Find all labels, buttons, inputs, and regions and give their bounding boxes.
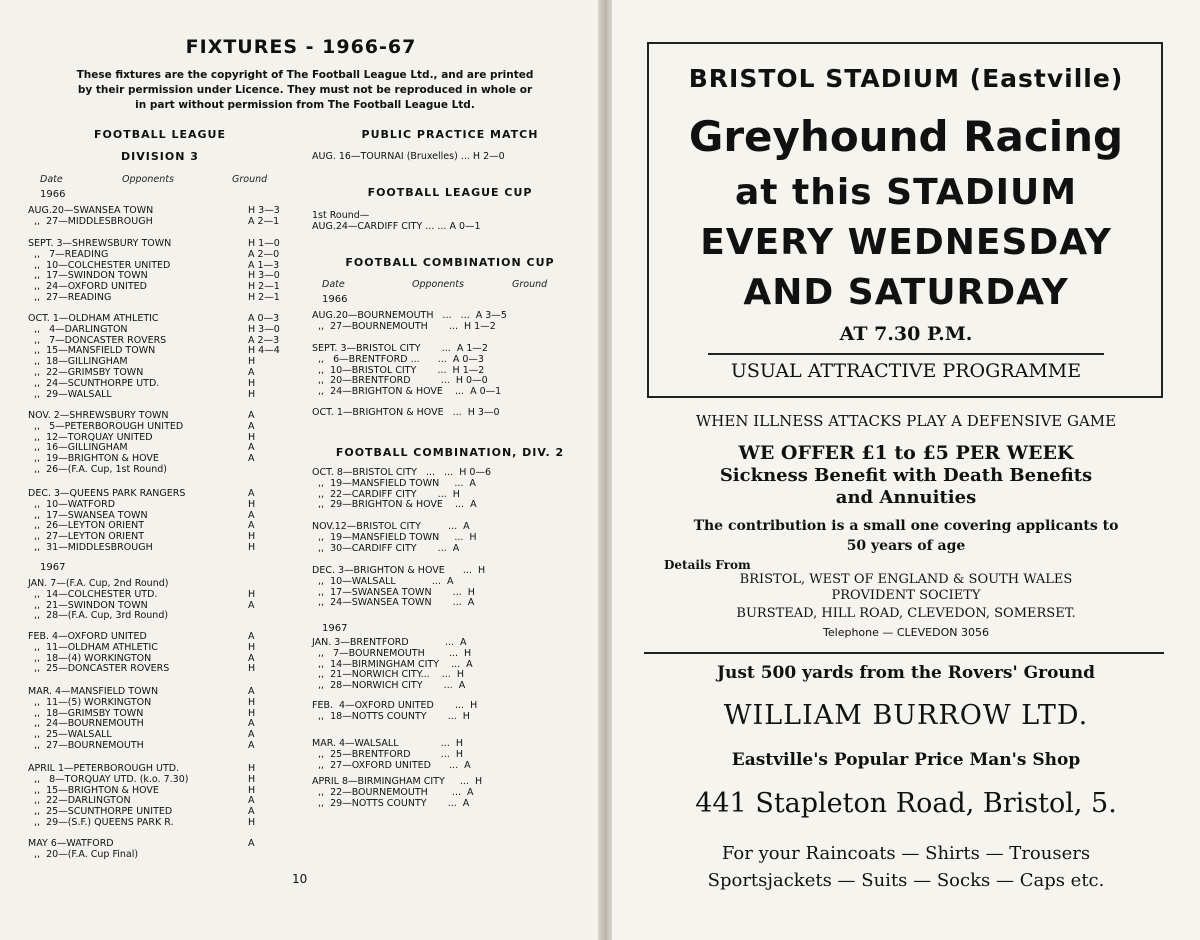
- fixture-row: ,, 28—NORWICH CITY ... A: [312, 680, 466, 692]
- fixture-ground: H 2—1: [248, 292, 280, 303]
- fixture-row: MAR. 4—MANSFIELD TOWN: [28, 686, 159, 697]
- copyright-line: These fixtures are the copyright of The Football League Ltd., and are printed: [76, 69, 534, 81]
- fixture-ground: H 3—3: [248, 205, 280, 216]
- fixture-ground: H: [248, 707, 256, 719]
- fixture-row: ,, 25—WALSALL: [28, 729, 112, 741]
- divider: [644, 652, 1164, 654]
- fixture-row: ,, 12—TORQUAY UNITED: [28, 431, 153, 443]
- year-1967-label: 1967: [322, 623, 348, 634]
- fixture-row: ,, 22—GRIMSBY TOWN: [28, 367, 144, 378]
- fixture-row: ,, 18—NOTTS COUNTY ... H: [312, 710, 470, 722]
- copyright-notice: [60, 68, 550, 113]
- ground-column-label: Ground: [512, 279, 548, 290]
- saturday-line: AND SATURDAY: [743, 272, 1069, 313]
- fixture-row: MAR. 4—WALSALL ... H: [312, 738, 464, 749]
- fixture-row: ,, 19—BRIGHTON & HOVE: [28, 453, 159, 465]
- fixture-ground: A: [248, 718, 255, 730]
- opponents-column-label: Opponents: [412, 279, 464, 290]
- fixture-row: DEC. 3—QUEENS PARK RANGERS: [28, 488, 186, 499]
- fixture-row: ,, 15—BRIGHTON & HOVE: [28, 784, 159, 796]
- fixture-row: AUG.20—SWANSEA TOWN: [28, 205, 154, 216]
- fixture-row: ,, 29—NOTTS COUNTY ... A: [312, 797, 470, 809]
- offer-line: WE OFFER £1 to £5 PER WEEK: [738, 442, 1074, 464]
- fixture-ground: A: [248, 442, 255, 454]
- fixture-ground: H 1—0: [248, 238, 280, 249]
- fixture-ground: H: [248, 431, 256, 443]
- fixture-row: OCT. 1—OLDHAM ATHLETIC: [28, 313, 159, 324]
- fixture-row: ,, 19—MANSFIELD TOWN ... H: [312, 531, 477, 543]
- fixture-ground: A: [248, 806, 255, 818]
- fixture-ground: A: [248, 410, 255, 421]
- fixture-row: ,, 24—BRIGHTON & HOVE ... A 0—1: [312, 386, 502, 398]
- fixture-row: ,, 25—SCUNTHORPE UNITED: [28, 806, 173, 818]
- fixture-row: ,, 17—SWANSEA TOWN: [28, 509, 148, 521]
- fixture-row: ,, 31—MIDDLESBROUGH: [28, 542, 153, 553]
- fixture-row: ,, 18—GILLINGHAM: [28, 356, 128, 368]
- fixture-ground: H: [248, 641, 256, 653]
- fixture-ground: H: [248, 542, 256, 553]
- fixture-ground: A: [248, 509, 255, 521]
- fixture-row: ,, 22—DARLINGTON: [28, 795, 131, 807]
- fixture-row: ,, 21—SWINDON TOWN: [28, 599, 148, 611]
- fixture-row: ,, 10—BRISTOL CITY ... H 1—2: [312, 364, 485, 376]
- age-line: 50 years of age: [846, 538, 966, 554]
- fixture-row: ,, 24—OXFORD UNITED: [28, 281, 147, 293]
- right-page: [612, 0, 1200, 940]
- fixture-row: OCT. 1—BRIGHTON & HOVE ... H 3—0: [312, 407, 500, 418]
- fixture-ground: A: [248, 652, 255, 664]
- fixture-row: APRIL 8—BIRMINGHAM CITY ... H: [312, 776, 483, 787]
- fixture-ground: A: [248, 686, 255, 697]
- fixture-row: ,, 7—DONCASTER ROVERS: [28, 334, 167, 346]
- fixture-row: ,, 24—BOURNEMOUTH: [28, 718, 144, 730]
- fixture-ground: A: [248, 520, 255, 532]
- fixture-row: ,, 21—NORWICH CITY... ... H: [312, 669, 464, 681]
- fixture-row: ,, 14—BIRMINGHAM CITY ... A: [312, 658, 473, 670]
- league-cup-round: 1st Round—: [312, 210, 370, 221]
- fixture-row: ,, 11—OLDHAM ATHLETIC: [28, 641, 158, 653]
- society-name-2: PROVIDENT SOCIETY: [831, 588, 981, 603]
- fixture-ground: H 2—1: [248, 281, 280, 293]
- practice-fixture: AUG. 16—TOURNAI (Bruxelles) ... H 2—0: [312, 151, 505, 162]
- fixture-row: ,, 25—DONCASTER ROVERS: [28, 663, 170, 675]
- fixture-row: ,, 4—DARLINGTON: [28, 323, 128, 335]
- society-name: BRISTOL, WEST OF ENGLAND & SOUTH WALES: [739, 572, 1073, 587]
- annuities-line: and Annuities: [835, 487, 977, 508]
- greyhound-headline: Greyhound Racing: [688, 112, 1124, 161]
- fixture-ground: H 3—0: [248, 323, 280, 335]
- fixture-ground: H: [248, 817, 256, 828]
- fixture-row: ,, 7—READING: [28, 248, 109, 260]
- fixture-ground: A: [248, 729, 255, 741]
- divider: [708, 353, 1104, 355]
- fixture-ground: A 2—0: [248, 248, 280, 260]
- fixture-ground: H: [248, 377, 256, 389]
- fixture-ground: A: [248, 488, 255, 499]
- fixture-row: ,, 27—MIDDLESBROUGH: [28, 215, 153, 227]
- fixture-row: FEB. 4—OXFORD UNITED ... H: [312, 700, 478, 711]
- fixture-ground: H: [248, 763, 256, 774]
- fixture-row: ,, 16—GILLINGHAM: [28, 442, 128, 454]
- fixture-row: ,, 27—BOURNEMOUTH ... H 1—2: [312, 320, 496, 332]
- goods-line: For your Raincoats — Shirts — Trousers: [721, 843, 1091, 864]
- fixture-row: ,, 24—SCUNTHORPE UTD.: [28, 377, 160, 389]
- fixture-ground: A 2—1: [248, 215, 280, 227]
- fixture-row: ,, 22—CARDIFF CITY ... H: [312, 488, 460, 500]
- stadium-line: at this STADIUM: [734, 172, 1078, 213]
- fixture-ground: A: [248, 631, 255, 642]
- shop-name: WILLIAM BURROW LTD.: [723, 700, 1089, 731]
- fixture-row: ,, 24—SWANSEA TOWN ... A: [312, 597, 475, 609]
- year-1966-label: 1966: [40, 189, 66, 200]
- fixture-row: ,, 10—WALSALL ... A: [312, 575, 454, 587]
- details-from-label: Details From: [664, 558, 751, 572]
- fixture-row: SEPT. 3—SHREWSBURY TOWN: [28, 238, 172, 249]
- fixture-row: ,, 29—WALSALL: [28, 388, 112, 400]
- contribution-line: The contribution is a small one covering applicants to: [693, 518, 1119, 534]
- copyright-line: in part without permission from The Football League Ltd.: [135, 99, 475, 111]
- fixture-ground: H: [248, 696, 256, 708]
- goods-line: Sportsjackets — Suits — Socks — Caps etc.: [707, 870, 1105, 891]
- fixture-ground: A: [248, 367, 255, 378]
- fixture-row: ,, 6—BRENTFORD ... ... A 0—3: [312, 353, 484, 365]
- opponents-column-label: Opponents: [122, 174, 174, 185]
- fixture-row: ,, 17—SWINDON TOWN: [28, 270, 148, 282]
- fixture-row: ,, 11—(5) WORKINGTON: [28, 696, 152, 708]
- league-cup-heading: FOOTBALL LEAGUE CUP: [367, 186, 533, 199]
- fixture-row: ,, 7—BOURNEMOUTH ... H: [312, 647, 472, 659]
- fixture-row: FEB. 4—OXFORD UNITED: [28, 631, 147, 642]
- programme-line: USUAL ATTRACTIVE PROGRAMME: [730, 360, 1082, 382]
- fixture-row: ,, 28—(F.A. Cup, 3rd Round): [28, 610, 169, 622]
- fixture-row: ,, 27—BOURNEMOUTH: [28, 740, 144, 751]
- fixtures-title: FIXTURES - 1966-67: [185, 36, 417, 58]
- fixture-ground: A 2—3: [248, 334, 280, 346]
- fixture-row: SEPT. 3—BRISTOL CITY ... A 1—2: [312, 343, 488, 354]
- fixture-ground: H: [248, 784, 256, 796]
- fixture-ground: A: [248, 599, 255, 611]
- shop-address: 441 Stapleton Road, Bristol, 5.: [695, 788, 1117, 819]
- fixture-row: ,, 26—LEYTON ORIENT: [28, 520, 145, 532]
- fixture-ground: A: [248, 453, 255, 465]
- fixture-row: ,, 26—(F.A. Cup, 1st Round): [28, 464, 167, 475]
- days-line: EVERY WEDNESDAY: [700, 222, 1112, 263]
- fixture-row: ,, 17—SWANSEA TOWN ... H: [312, 586, 475, 598]
- fixture-ground: H: [248, 531, 256, 543]
- fixture-row: ,, 20—(F.A. Cup Final): [28, 848, 139, 860]
- fixture-row: ,, 18—(4) WORKINGTON: [28, 652, 152, 664]
- fixture-ground: H: [248, 356, 256, 368]
- combination-div2-heading: FOOTBALL COMBINATION, DIV. 2: [335, 446, 565, 459]
- fixture-row: ,, 30—CARDIFF CITY ... A: [312, 542, 460, 554]
- venue-title: BRISTOL STADIUM (Eastville): [688, 64, 1124, 93]
- fixture-ground: A 1—3: [248, 259, 280, 271]
- fixture-ground: A: [248, 838, 255, 849]
- fixture-row: AUG.20—BOURNEMOUTH ... ... A 3—5: [312, 310, 507, 321]
- football-league-heading: FOOTBALL LEAGUE: [94, 128, 226, 141]
- illness-heading: WHEN ILLNESS ATTACKS PLAY A DEFENSIVE GAME: [695, 412, 1117, 430]
- fixture-ground: H 4—4: [248, 345, 280, 357]
- fixture-row: ,, 8—TORQUAY UTD. (k.o. 7.30): [28, 773, 189, 785]
- fixture-row: ,, 27—LEYTON ORIENT: [28, 531, 145, 543]
- fixture-row: ,, 15—MANSFIELD TOWN: [28, 345, 156, 357]
- league-cup-fixture: AUG.24—CARDIFF CITY ... ... A 0—1: [312, 221, 481, 232]
- fixture-row: JAN. 7—(F.A. Cup, 2nd Round): [28, 578, 169, 589]
- fixture-row: NOV.12—BRISTOL CITY ... A: [312, 521, 470, 532]
- fixture-row: OCT. 8—BRISTOL CITY ... ... H 0—6: [312, 467, 491, 478]
- fixture-ground: A 0—3: [248, 313, 280, 324]
- fixture-ground: A: [248, 795, 255, 807]
- fixture-row: ,, 29—(S.F.) QUEENS PARK R.: [28, 817, 174, 828]
- fixture-row: NOV. 2—SHREWSBURY TOWN: [28, 410, 169, 421]
- fixture-row: ,, 10—WATFORD: [28, 498, 116, 510]
- fixture-ground: H: [248, 588, 256, 600]
- fixture-ground: A: [248, 420, 255, 432]
- fixture-ground: A: [248, 740, 255, 751]
- fixture-row: MAY 6—WATFORD: [28, 838, 114, 849]
- fixture-ground: H: [248, 498, 256, 510]
- fixture-row: ,, 22—BOURNEMOUTH ... A: [312, 786, 474, 798]
- fixture-row: ,, 14—COLCHESTER UTD.: [28, 588, 158, 600]
- ground-column-label: Ground: [232, 174, 268, 185]
- combination-cup-heading: FOOTBALL COMBINATION CUP: [345, 256, 555, 269]
- page-number: 10: [292, 872, 308, 886]
- fixture-ground: H: [248, 773, 256, 785]
- date-column-label: Date: [40, 174, 63, 185]
- fixture-row: JAN. 3—BRENTFORD ... A: [312, 637, 467, 648]
- fixture-row: ,, 10—COLCHESTER UNITED: [28, 259, 171, 271]
- fixture-row: ,, 19—MANSFIELD TOWN ... A: [312, 477, 476, 489]
- year-1966-label: 1966: [322, 294, 348, 305]
- fixture-row: ,, 5—PETERBOROUGH UNITED: [28, 420, 184, 432]
- fixture-row: ,, 29—BRIGHTON & HOVE ... A: [312, 499, 477, 511]
- date-column-label: Date: [322, 279, 345, 290]
- year-1967-label: 1967: [40, 562, 66, 573]
- division-heading: DIVISION 3: [121, 150, 199, 163]
- distance-line: Just 500 yards from the Rovers' Ground: [716, 663, 1096, 683]
- society-telephone: Telephone — CLEVEDON 3056: [823, 626, 989, 639]
- fixture-row: ,, 27—READING: [28, 292, 112, 303]
- copyright-line: by their permission under Licence. They must not be reproduced in whole or: [77, 84, 533, 96]
- fixture-row: APRIL 1—PETERBOROUGH UTD.: [28, 763, 180, 774]
- race-time: AT 7.30 P.M.: [839, 323, 973, 345]
- fixture-ground: H: [248, 663, 256, 675]
- fixture-row: ,, 27—OXFORD UNITED ... A: [312, 759, 471, 771]
- fixture-ground: H: [248, 388, 256, 400]
- fixture-row: DEC. 3—BRIGHTON & HOVE ... H: [312, 565, 486, 576]
- fixture-row: ,, 25—BRENTFORD ... H: [312, 748, 464, 760]
- practice-match-heading: PUBLIC PRACTICE MATCH: [361, 128, 539, 141]
- fixture-row: ,, 18—GRIMSBY TOWN: [28, 707, 144, 719]
- shop-tagline: Eastville's Popular Price Man's Shop: [731, 750, 1081, 770]
- fixture-row: ,, 20—BRENTFORD ... H 0—0: [312, 375, 488, 387]
- fixture-ground: H 3—0: [248, 270, 280, 282]
- benefit-line: Sickness Benefit with Death Benefits: [719, 465, 1093, 486]
- society-address: BURSTEAD, HILL ROAD, CLEVEDON, SOMERSET.: [736, 606, 1076, 621]
